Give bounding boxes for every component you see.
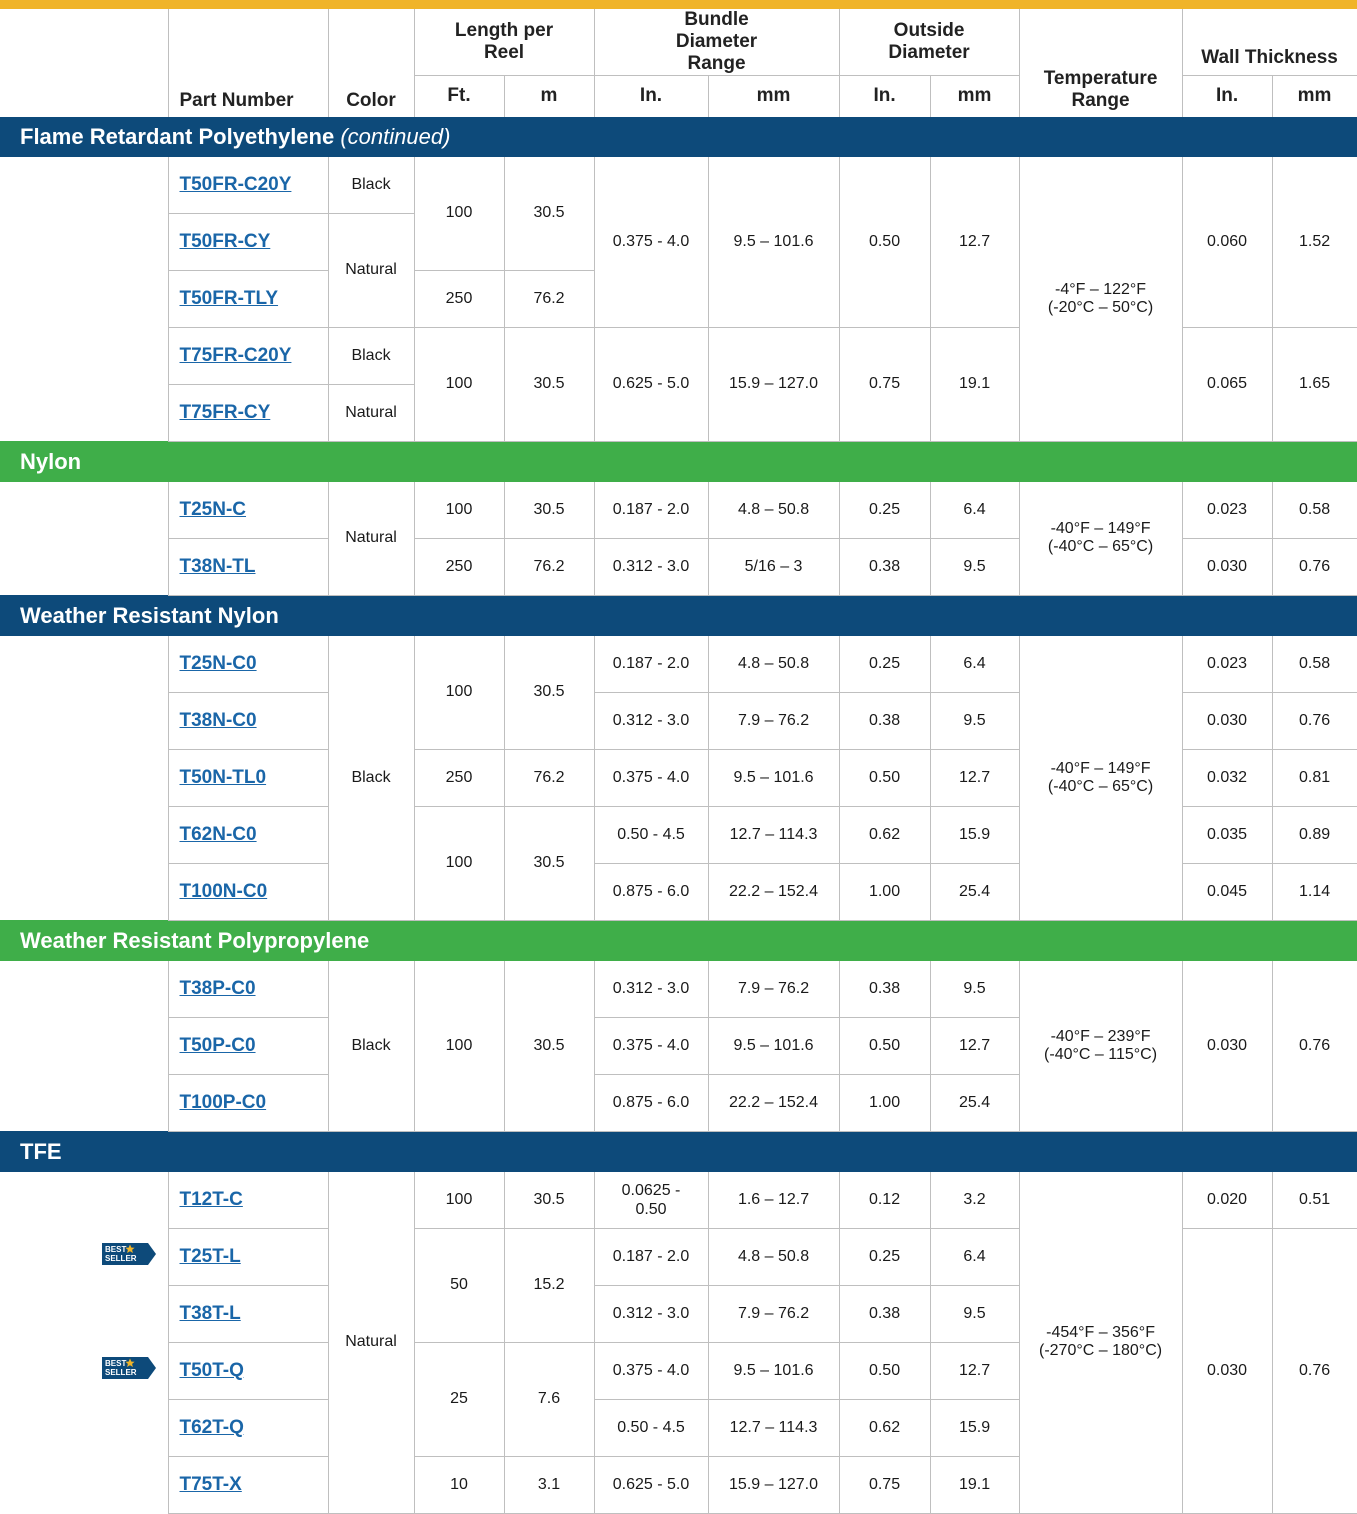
color-cell: Black: [328, 636, 414, 921]
bd-mm-cell: 12.7 – 114.3: [708, 806, 839, 863]
wt-in-cell: 0.030: [1182, 538, 1272, 595]
bd-mm-cell: 22.2 – 152.4: [708, 863, 839, 920]
m-cell: 7.6: [504, 1342, 594, 1456]
part-number-link[interactable]: T100P-C0: [168, 1074, 328, 1131]
od-in-cell: 0.38: [839, 1285, 930, 1342]
m-cell: 30.5: [504, 806, 594, 920]
bd-in-cell: 0.50 - 4.5: [594, 1399, 708, 1456]
od-mm-cell: 25.4: [930, 1074, 1019, 1131]
color-cell: Black: [328, 327, 414, 384]
part-number-link[interactable]: T38P-C0: [168, 961, 328, 1018]
bd-mm-cell: 7.9 – 76.2: [708, 1285, 839, 1342]
od-mm-cell: 15.9: [930, 1399, 1019, 1456]
best-seller-cell: [0, 1228, 168, 1285]
ft-cell: 100: [414, 157, 504, 271]
part-number-link[interactable]: T100N-C0: [168, 863, 328, 920]
m-cell: 76.2: [504, 270, 594, 327]
od-mm-cell: 12.7: [930, 1017, 1019, 1074]
header-part-number: Part Number: [168, 9, 328, 117]
bd-mm-cell: 4.8 – 50.8: [708, 1228, 839, 1285]
wt-mm-cell: 0.76: [1272, 692, 1357, 749]
side-column: [0, 1285, 168, 1342]
od-mm-cell: 6.4: [930, 1228, 1019, 1285]
ft-cell: 100: [414, 1172, 504, 1229]
bd-in-cell: 0.875 - 6.0: [594, 863, 708, 920]
part-number-link[interactable]: T12T-C: [168, 1172, 328, 1229]
od-in-cell: 0.25: [839, 636, 930, 693]
header-bundle-diameter: Bundle Diameter Range: [594, 9, 839, 76]
bd-mm-cell: 15.9 – 127.0: [708, 1456, 839, 1513]
bd-in-cell: 0.312 - 3.0: [594, 1285, 708, 1342]
bd-mm-cell: 9.5 – 101.6: [708, 1017, 839, 1074]
header-od-in: In.: [839, 76, 930, 117]
header-wt-in: In.: [1182, 76, 1272, 117]
bd-mm-cell: 15.9 – 127.0: [708, 327, 839, 441]
od-in-cell: 0.62: [839, 806, 930, 863]
part-number-link[interactable]: T75T-X: [168, 1456, 328, 1513]
bd-in-cell: 0.50 - 4.5: [594, 806, 708, 863]
temperature-cell: -40°F – 149°F (-40°C – 65°C): [1019, 482, 1182, 596]
bd-mm-cell: 5/16 – 3: [708, 538, 839, 595]
ft-cell: 50: [414, 1228, 504, 1342]
od-mm-cell: 9.5: [930, 961, 1019, 1018]
od-in-cell: 0.38: [839, 961, 930, 1018]
color-cell: Natural: [328, 213, 414, 327]
section-title: Weather Resistant Nylon: [0, 595, 1357, 636]
od-in-cell: 0.50: [839, 157, 930, 328]
m-cell: 30.5: [504, 636, 594, 750]
wt-in-cell: 0.065: [1182, 327, 1272, 441]
bd-in-cell: 0.375 - 4.0: [594, 1342, 708, 1399]
wt-mm-cell: 0.76: [1272, 538, 1357, 595]
bd-mm-cell: 12.7 – 114.3: [708, 1399, 839, 1456]
ft-cell: 10: [414, 1456, 504, 1513]
side-column: [0, 1172, 168, 1229]
bd-mm-cell: 9.5 – 101.6: [708, 749, 839, 806]
temperature-cell: -40°F – 149°F (-40°C – 65°C): [1019, 636, 1182, 921]
wt-mm-cell: 0.76: [1272, 961, 1357, 1132]
bd-mm-cell: 9.5 – 101.6: [708, 157, 839, 328]
m-cell: 3.1: [504, 1456, 594, 1513]
header-m: m: [504, 76, 594, 117]
side-column: [0, 636, 168, 921]
bd-in-cell: 0.375 - 4.0: [594, 157, 708, 328]
table-row: [0, 482, 1357, 539]
od-mm-cell: 3.2: [930, 1172, 1019, 1229]
header-outside-diameter: Outside Diameter: [839, 9, 1019, 76]
product-table: [0, 9, 1357, 1514]
color-cell: Natural: [328, 1172, 414, 1514]
ft-cell: 100: [414, 961, 504, 1132]
part-number-link[interactable]: T75FR-CY: [168, 384, 328, 441]
bd-in-cell: 0.375 - 4.0: [594, 1017, 708, 1074]
m-cell: 76.2: [504, 749, 594, 806]
bd-in-cell: 0.875 - 6.0: [594, 1074, 708, 1131]
header-wall-thickness: Wall Thickness: [1182, 9, 1357, 76]
m-cell: 30.5: [504, 961, 594, 1132]
header-ft: Ft.: [414, 76, 504, 117]
bd-mm-cell: 22.2 – 152.4: [708, 1074, 839, 1131]
temperature-cell: -40°F – 239°F (-40°C – 115°C): [1019, 961, 1182, 1132]
bd-in-cell: 0.312 - 3.0: [594, 538, 708, 595]
od-in-cell: 0.25: [839, 482, 930, 539]
color-cell: Black: [328, 157, 414, 214]
od-in-cell: 0.50: [839, 1342, 930, 1399]
part-number-link[interactable]: T50FR-TLY: [168, 270, 328, 327]
od-mm-cell: 9.5: [930, 1285, 1019, 1342]
od-mm-cell: 12.7: [930, 1342, 1019, 1399]
ft-cell: 250: [414, 749, 504, 806]
temperature-cell: -454°F – 356°F (-270°C – 180°C): [1019, 1172, 1182, 1514]
bd-in-cell: 0.0625 - 0.50: [594, 1172, 708, 1229]
part-number-link[interactable]: T25T-L: [168, 1228, 328, 1285]
od-mm-cell: 12.7: [930, 749, 1019, 806]
od-mm-cell: 19.1: [930, 327, 1019, 441]
od-in-cell: 1.00: [839, 863, 930, 920]
od-mm-cell: 25.4: [930, 863, 1019, 920]
bd-mm-cell: 4.8 – 50.8: [708, 636, 839, 693]
wt-mm-cell: 1.52: [1272, 157, 1357, 328]
bd-mm-cell: 1.6 – 12.7: [708, 1172, 839, 1229]
header-color: Color: [328, 9, 414, 117]
wt-in-cell: 0.023: [1182, 482, 1272, 539]
best-seller-cell: [0, 1342, 168, 1399]
bd-in-cell: 0.312 - 3.0: [594, 692, 708, 749]
m-cell: 15.2: [504, 1228, 594, 1342]
wt-in-cell: 0.030: [1182, 1228, 1272, 1513]
od-mm-cell: 12.7: [930, 157, 1019, 328]
header-wt-mm: mm: [1272, 76, 1357, 117]
table-row: [0, 961, 1357, 1018]
ft-cell: 100: [414, 327, 504, 441]
wt-mm-cell: 0.58: [1272, 482, 1357, 539]
part-number-link[interactable]: T25N-C: [168, 482, 328, 539]
part-number-link[interactable]: T50T-Q: [168, 1342, 328, 1399]
side-column: [0, 482, 168, 596]
section-header-flame-retardant: [0, 117, 1357, 157]
part-number-link[interactable]: T50N-TL0: [168, 749, 328, 806]
part-number-link[interactable]: T62N-C0: [168, 806, 328, 863]
bd-in-cell: 0.312 - 3.0: [594, 961, 708, 1018]
od-in-cell: 0.12: [839, 1172, 930, 1229]
m-cell: 30.5: [504, 327, 594, 441]
bd-mm-cell: 9.5 – 101.6: [708, 1342, 839, 1399]
od-mm-cell: 6.4: [930, 636, 1019, 693]
wt-mm-cell: 0.89: [1272, 806, 1357, 863]
table-row: [0, 636, 1357, 693]
table-row: [0, 1172, 1357, 1229]
od-in-cell: 0.25: [839, 1228, 930, 1285]
part-number-link[interactable]: T50FR-C20Y: [168, 157, 328, 214]
section-title: Weather Resistant Polypropylene: [0, 920, 1357, 961]
best-seller-line1: BEST: [104, 1245, 126, 1254]
section-title: TFE: [0, 1131, 1357, 1172]
best-seller-line2: SELLER: [104, 1254, 137, 1263]
od-in-cell: 0.50: [839, 749, 930, 806]
wt-in-cell: 0.045: [1182, 863, 1272, 920]
bd-in-cell: 0.625 - 5.0: [594, 1456, 708, 1513]
m-cell: 30.5: [504, 1172, 594, 1229]
od-in-cell: 0.38: [839, 538, 930, 595]
bd-mm-cell: 4.8 – 50.8: [708, 482, 839, 539]
wt-mm-cell: 1.14: [1272, 863, 1357, 920]
color-cell: Black: [328, 961, 414, 1132]
section-header-nylon: [0, 441, 1357, 482]
wt-in-cell: 0.032: [1182, 749, 1272, 806]
best-seller-badge: [102, 1357, 156, 1379]
wt-in-cell: 0.060: [1182, 157, 1272, 328]
header-od-mm: mm: [930, 76, 1019, 117]
wt-in-cell: 0.030: [1182, 961, 1272, 1132]
section-title: Flame Retardant Polyethylene: [20, 123, 335, 149]
temperature-cell: -4°F – 122°F (-20°C – 50°C): [1019, 157, 1182, 442]
od-in-cell: 0.62: [839, 1399, 930, 1456]
wt-mm-cell: 0.81: [1272, 749, 1357, 806]
wt-in-cell: 0.023: [1182, 636, 1272, 693]
bd-in-cell: 0.187 - 2.0: [594, 482, 708, 539]
part-number-link[interactable]: T38T-L: [168, 1285, 328, 1342]
part-number-link[interactable]: T75FR-C20Y: [168, 327, 328, 384]
ft-cell: 25: [414, 1342, 504, 1456]
header-bd-in: In.: [594, 76, 708, 117]
part-number-link[interactable]: T25N-C0: [168, 636, 328, 693]
table-row: [0, 157, 1357, 214]
m-cell: 76.2: [504, 538, 594, 595]
part-number-link[interactable]: T38N-TL: [168, 538, 328, 595]
od-mm-cell: 9.5: [930, 538, 1019, 595]
bd-in-cell: 0.625 - 5.0: [594, 327, 708, 441]
wt-mm-cell: 0.51: [1272, 1172, 1357, 1229]
od-mm-cell: 6.4: [930, 482, 1019, 539]
ft-cell: 250: [414, 270, 504, 327]
header-temperature-range: Temperature Range: [1019, 9, 1182, 117]
best-seller-line1: BEST: [104, 1359, 126, 1368]
od-in-cell: 1.00: [839, 1074, 930, 1131]
section-note: (continued): [340, 123, 451, 149]
bd-mm-cell: 7.9 – 76.2: [708, 961, 839, 1018]
od-in-cell: 0.75: [839, 1456, 930, 1513]
wt-mm-cell: 1.65: [1272, 327, 1357, 441]
side-column: [0, 1456, 168, 1513]
side-column: [0, 1399, 168, 1456]
part-number-link[interactable]: T38N-C0: [168, 692, 328, 749]
section-header-weather-resistant-nylon: [0, 595, 1357, 636]
wt-in-cell: 0.030: [1182, 692, 1272, 749]
header-length-per-reel: Length per Reel: [414, 9, 594, 76]
part-number-link[interactable]: T62T-Q: [168, 1399, 328, 1456]
side-column: [0, 961, 168, 1132]
section-header-tfe: [0, 1131, 1357, 1172]
ft-cell: 100: [414, 636, 504, 750]
color-cell: Natural: [328, 482, 414, 596]
top-accent-bar: [0, 0, 1357, 9]
header-bd-mm: mm: [708, 76, 839, 117]
m-cell: 30.5: [504, 482, 594, 539]
m-cell: 30.5: [504, 157, 594, 271]
header-spacer: [0, 9, 168, 117]
ft-cell: 100: [414, 806, 504, 920]
section-title: Nylon: [0, 441, 1357, 482]
od-mm-cell: 15.9: [930, 806, 1019, 863]
bd-in-cell: 0.187 - 2.0: [594, 1228, 708, 1285]
section-header-weather-resistant-polypropylene: [0, 920, 1357, 961]
od-in-cell: 0.75: [839, 327, 930, 441]
wt-mm-cell: 0.58: [1272, 636, 1357, 693]
wt-in-cell: 0.035: [1182, 806, 1272, 863]
best-seller-badge: [102, 1243, 156, 1265]
od-in-cell: 0.38: [839, 692, 930, 749]
bd-mm-cell: 7.9 – 76.2: [708, 692, 839, 749]
part-number-link[interactable]: T50FR-CY: [168, 213, 328, 270]
bd-in-cell: 0.187 - 2.0: [594, 636, 708, 693]
best-seller-line2: SELLER: [104, 1368, 137, 1377]
side-column: [0, 157, 168, 442]
ft-cell: 250: [414, 538, 504, 595]
od-mm-cell: 9.5: [930, 692, 1019, 749]
od-mm-cell: 19.1: [930, 1456, 1019, 1513]
bd-in-cell: 0.375 - 4.0: [594, 749, 708, 806]
part-number-link[interactable]: T50P-C0: [168, 1017, 328, 1074]
wt-mm-cell: 0.76: [1272, 1228, 1357, 1513]
od-in-cell: 0.50: [839, 1017, 930, 1074]
ft-cell: 100: [414, 482, 504, 539]
wt-in-cell: 0.020: [1182, 1172, 1272, 1229]
color-cell: Natural: [328, 384, 414, 441]
